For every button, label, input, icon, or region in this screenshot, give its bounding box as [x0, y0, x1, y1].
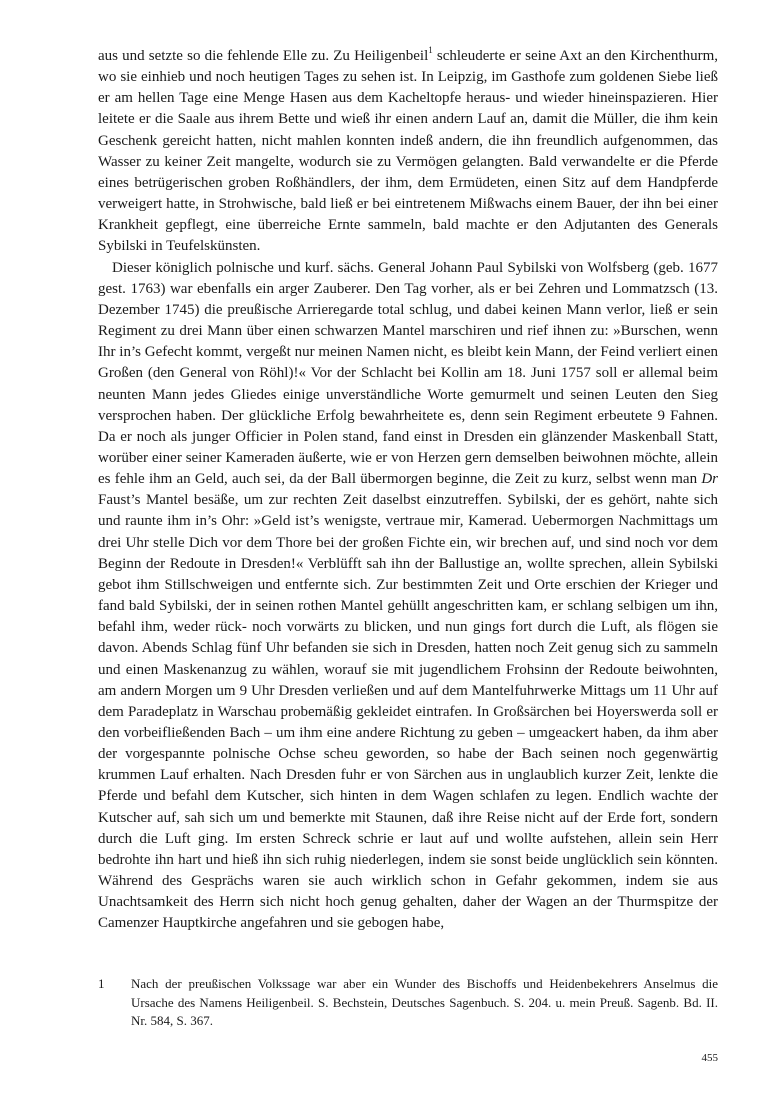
italic-dr: Dr — [701, 471, 718, 488]
paragraph-2 — [98, 258, 718, 935]
paragraph-1 — [98, 46, 718, 258]
paragraph-2-text-a: Dieser königlich polnische und kurf. sächs. General Johann Paul Sybilski von Wolfsberg (geb. 1677 gest. 1763) war ebenfalls ein arger Zauberer. Den Tag vorher, als er bei Zehren und Lommatzsch (13. Dezember 1745) die preußische Arrieregarde total schlug, und dabei keinen Mann verlor, ließ er sein Regiment zu drei Mann über einen schwarzen Mantel marschiren und rief ihnen zu: »Burschen, wenn Ihr in’s Gefecht kommt, vergeßt nur meinen Namen nicht, es bleibt kein Mann, der Feind verliert einen Großen (den General von Röhl)!« Vor der Schlacht bei Kollin am 18. Juni 1757 soll er allemal beim neunten Mann jedes Gliedes einige unverständliche Worte gemurmelt und seinen Leuten den Sieg versprochen haben. Der glückliche Erfolg bewahrheitete es, denn sein Regiment erbeutete 9 Fahnen. Da er noch als junger Officier in Polen stand, fand einst in Dresden ein glänzender Maskenball Statt, worüber einer seiner Kameraden äußerte, wie er von Herzen gern demselben beiwohnen möchte, allein es fehle ihm an Geld, auch sei, da der Ball übermorgen beginne, die Zeit zu kurz, selbst wenn man — [98, 259, 718, 488]
paragraph-1-text-b: schleuderte er seine Axt an den Kirchenthurm, wo sie einhieb und noch heutigen Tages zu sehen ist. In Leipzig, im Gasthofe zum goldenen Siebe ließ er am hellen Tage eine Menge Hasen aus dem Kacheltopfe heraus- und wieder hineinspazieren. Hier leitete er die Saale aus ihrem Bette und wieß ihr einen andern Lauf an, damit die Müller, die ihm kein Geschenk gereicht hatten, nicht mahlen konnten indeß andern, die ihn freundlich aufgenommen, das Wasser zu keiner Zeit mangelte, wodurch sie zu Vermögen gelangten. Bald verwandelte er die Pferde eines betrügerischen groben Roßhändlers, der ihm, dem Ermüdeten, einen Sitz auf dem Handpferde verweigert hatte, in Strohwische, bald ließ er bei eintretenem Mißwachs einem Bauer, der ihn bei einer Krankheit gepflegt, eine überreiche Ernte sammeln, bald machte er den Adjutanten des Generals Sybilski in Teufelskünsten. — [98, 48, 718, 255]
paragraph-1-text-a: aus und setzte so die fehlende Elle zu. Zu Heiligenbeil — [98, 48, 429, 64]
footnote — [98, 975, 718, 1031]
paragraph-2-text-b: Faust’s Mantel besäße, um zur rechten Zeit daselbst einzutreffen. Sybilski, der es gehört, nahte sich und raunte ihm in’s Ohr: »Geld ist’s wenigste, vertraue mir, Kamerad. Uebermorgen Nachmittags um drei Uhr stelle Dich vor dem Thore bei der großen Fichte ein, wir brechen auf, und sind noch vor dem Beginn der Redoute in Dresden!« Verblüfft sah ihn der Ballustige an, wollte sprechen, allein Sybilski gebot ihm Stillschweigen und entfernte sich. Zur bestimmten Zeit und Orte erschien der Krieger und fand bald Sybilski, der in seinen rothen Mantel gehüllt angeschritten kam, er schlang selbigen um ihn, befahl ihm, weder rück- noch vorwärts zu blicken, und nun gings fort durch die Luft, als flögen sie davon. Abends Schlag fünf Uhr befanden sie sich in Dresden, hatten noch Zeit genug sich zu sammeln und einen Maskenanzug zu wählen, worauf sie mit jugendlichem Frohsinn der Redoute beiwohnten, am andern Morgen um 9 Uhr Dresden verließen und auf dem Mantelfuhrwerke Mittags um 11 Uhr auf dem Paradeplatz in Warschau probemäßig gekleidet eintrafen. In Großsärchen bei Hoyerswerda soll er den vorbeifließenden Bach – um ihm eine andere Richtung zu geben – umgeackert haben, da ihm aber der vorgespannte polnische Ochse scheu geworden, so habe der Bach seinen noch gegenwärtig krummen Lauf erhalten. Nach Dresden fuhr er von Särchen aus in unglaublich kurzer Zeit, lenkte die Pferde und befahl dem Kutscher, sich hinten in dem Wagen schlafen zu legen. Endlich wachte der Kutscher auf, sah sich um und bemerkte mit Staunen, daß ihre Reise nicht auf der Erde fort, sondern durch die Luft ging. Im ersten Schreck schrie er laut auf und wollte aufstehen, allein sein Herr bedrohte ihn hart und hieß ihn sich ruhig niederlegen, indem sie sonst beide unglücklich sein könnten. Während des Gesprächs waren sie auch wirklich schon in Gefahr gekommen, indem sie aus Unachtsamkeit des Herrn sich nicht hoch genug gehalten, daher der Wagen an der Thurmspitze der Camenzer Hauptkirche angefahren und sie gebogen habe, — [98, 492, 718, 932]
footnote-text: Nach der preußischen Volkssage war aber ein Wunder des Bischoffs und Heidenbekehrers Anselmus die Ursache des Namens Heiligenbeil. S. Bechstein, Deutsches Sagenbuch. S. 204. u. mein Preuß. Sagenb. Bd. II. Nr. 584, S. 367. — [131, 976, 718, 1029]
page-number: 455 — [701, 1052, 718, 1064]
body-text — [98, 46, 718, 935]
footnote-marker: 1 — [428, 45, 433, 55]
footnote-number: 1 — [98, 976, 105, 991]
